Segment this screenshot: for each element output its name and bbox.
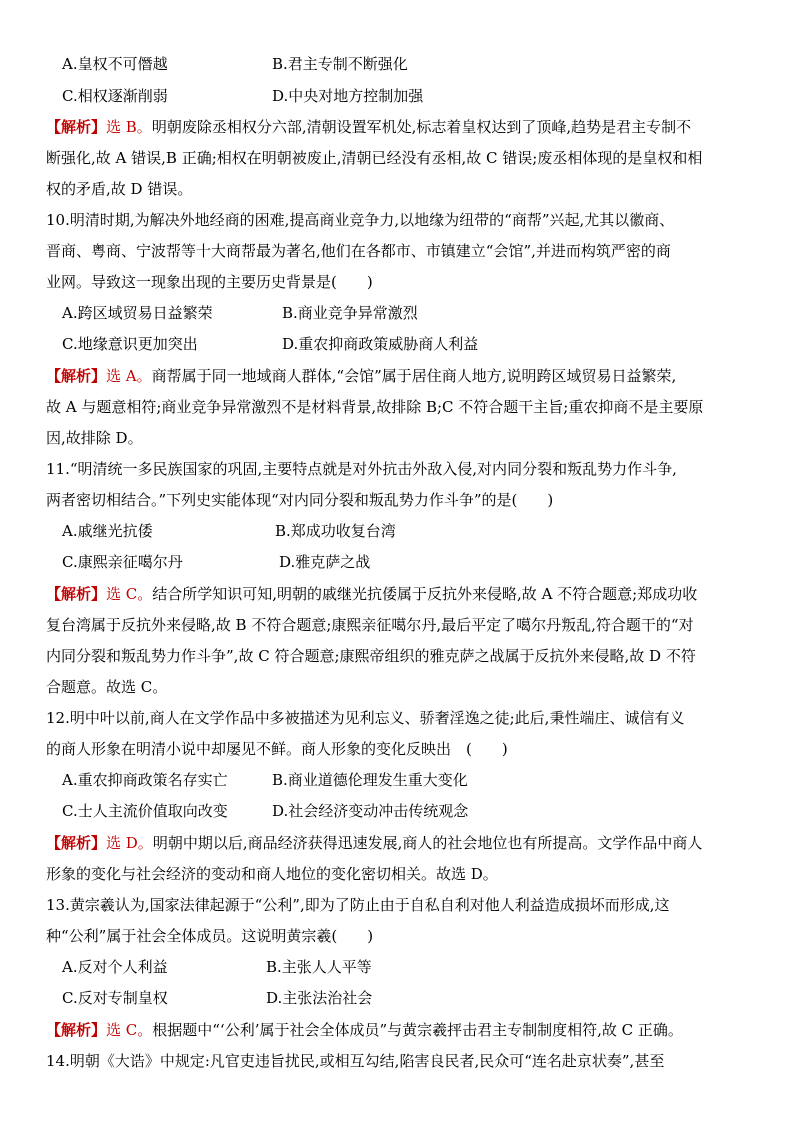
analysis-text: 明朝废除丞相权分六部,清朝设置军机处,标志着皇权达到了顶峰,趋势是君主专制不: [151, 118, 692, 136]
q10-option-a: A.跨区域贸易日益繁荣: [62, 304, 213, 322]
q14-stem-line-1: 14.明朝《大诰》中规定:凡官吏违旨扰民,或相互勾结,陷害良民者,民众可“连名赴京状奏”,甚至: [46, 1052, 665, 1070]
q9-analysis-line-1: [46, 117, 691, 137]
q10-analysis-line-3: 因,故排除 D。: [46, 429, 143, 447]
q13-stem-line-1: 13.黄宗羲认为,国家法律起源于“公利”,即为了防止由于自私自利对他人利益造成损坏而形成,这: [46, 896, 670, 914]
answer-choice: 选 C。: [106, 585, 153, 603]
answer-choice: 选 B。: [106, 118, 152, 136]
analysis-tag: 【解析】: [46, 367, 107, 385]
q9-option-d: D.中央对地方控制加强: [272, 87, 424, 105]
q10-option-d: D.重农抑商政策威胁商人利益: [282, 335, 479, 353]
q12-analysis-line-2: 形象的变化与社会经济的变动和商人地位的变化密切相关。故选 D。: [46, 865, 498, 883]
q12-option-d: D.社会经济变动冲击传统观念: [272, 802, 469, 820]
q12-stem-line-1: 12.明中叶以前,商人在文学作品中多被描述为见利忘义、骄奢淫逸之徒;此后,秉性端庄、诚信有义: [46, 709, 685, 727]
analysis-text: 商帮属于同一地域商人群体,“会馆”属于居住商人地方,说明跨区域贸易日益繁荣,: [151, 367, 677, 385]
q12-option-b: B.商业道德伦理发生重大变化: [272, 771, 468, 789]
q9-option-b: B.君主专制不断强化: [272, 55, 408, 73]
analysis-tag: 【解析】: [46, 585, 107, 603]
q13-option-a: A.反对个人利益: [62, 958, 168, 976]
q10-analysis-line-2: 故 A 与题意相符;商业竞争异常激烈不是材料背景,故排除 B;C 不符合题干主旨;重农抑商不是主要原: [46, 398, 704, 416]
q9-analysis-line-2: 断强化,故 A 错误,B 正确;相权在明朝被废止,清朝已经没有丞相,故 C 错误;废丞相体现的是皇权和相: [46, 149, 703, 167]
q9-analysis-line-3: 权的矛盾,故 D 错误。: [46, 180, 193, 198]
q9-option-a: A.皇权不可僭越: [62, 55, 168, 73]
q13-option-b: B.主张人人平等: [266, 958, 372, 976]
q13-option-c: C.反对专制皇权: [62, 989, 168, 1007]
q10-option-c: C.地缘意识更加突出: [62, 335, 198, 353]
analysis-text: 结合所学知识可知,明朝的戚继光抗倭属于反抗外来侵略,故 A 不符合题意;郑成功收: [152, 585, 698, 603]
q10-stem-line-3: 业网。导致这一现象出现的主要历史背景是( ): [46, 273, 373, 291]
q10-stem-line-2: 晋商、粤商、宁波帮等十大商帮最为著名,他们在各都市、市镇建立“会馆”,并进而构筑严密的商: [46, 242, 671, 260]
q9-option-c: C.相权逐渐削弱: [62, 87, 168, 105]
q12-option-c: C.士人主流价值取向改变: [62, 802, 228, 820]
q11-option-a: A.戚继光抗倭: [62, 522, 153, 540]
analysis-tag: 【解析】: [46, 1021, 107, 1039]
q10-option-b: B.商业竞争异常激烈: [282, 304, 418, 322]
analysis-tag: 【解析】: [46, 118, 107, 136]
q11-analysis-line-2: 复台湾属于反抗外来侵略,故 B 不符合题意;康熙亲征噶尔丹,最后平定了噶尔丹叛乱,符合题干的“对: [46, 616, 694, 634]
q11-analysis-line-4: 合题意。故选 C。: [46, 678, 168, 696]
q12-stem-line-2: 的商人形象在明清小说中却屡见不鲜。商人形象的变化反映出 ( ): [46, 740, 508, 758]
analysis-text: 明朝中期以后,商品经济获得迅速发展,商人的社会地位也有所提高。文学作品中商人: [152, 834, 703, 852]
q10-analysis-line-1: [46, 366, 676, 386]
q13-option-d: D.主张法治社会: [266, 989, 373, 1007]
analysis-text: 根据题中“‘公利’属于社会全体成员”与黄宗羲抨击君主专制制度相符,故 C 正确。: [152, 1021, 683, 1039]
q13-stem-line-2: 种“公利”属于社会全体成员。这说明黄宗羲( ): [46, 927, 374, 945]
q12-option-a: A.重农抑商政策名存实亡: [62, 771, 228, 789]
answer-choice: 选 D。: [106, 834, 153, 852]
analysis-tag: 【解析】: [46, 834, 107, 852]
q11-analysis-line-3: 内同分裂和叛乱势力作斗争”,故 C 符合题意;康熙帝组织的雅克萨之战属于反抗外来侵略,故 D 不符: [46, 647, 696, 665]
q12-analysis-line-1: [46, 833, 702, 853]
q11-option-c: C.康熙亲征噶尔丹: [62, 553, 183, 571]
q13-analysis-line-1: [46, 1020, 683, 1040]
q11-analysis-line-1: [46, 584, 697, 604]
q11-option-d: D.雅克萨之战: [279, 553, 371, 571]
answer-choice: 选 A。: [106, 367, 152, 385]
q10-stem-line-1: 10.明清时期,为解决外地经商的困难,提高商业竞争力,以地缘为纽带的“商帮”兴起,尤其以徽商、: [46, 211, 675, 229]
answer-choice: 选 C。: [106, 1021, 153, 1039]
q11-stem-line-2: 两者密切相结合。”下列史实能体现“对内同分裂和叛乱势力作斗争”的是( ): [46, 491, 554, 509]
q11-option-b: B.郑成功收复台湾: [275, 522, 396, 540]
q11-stem-line-1: 11.“明清统一多民族国家的巩固,主要特点就是对外抗击外敌入侵,对内同分裂和叛乱势力作斗争,: [46, 460, 677, 478]
